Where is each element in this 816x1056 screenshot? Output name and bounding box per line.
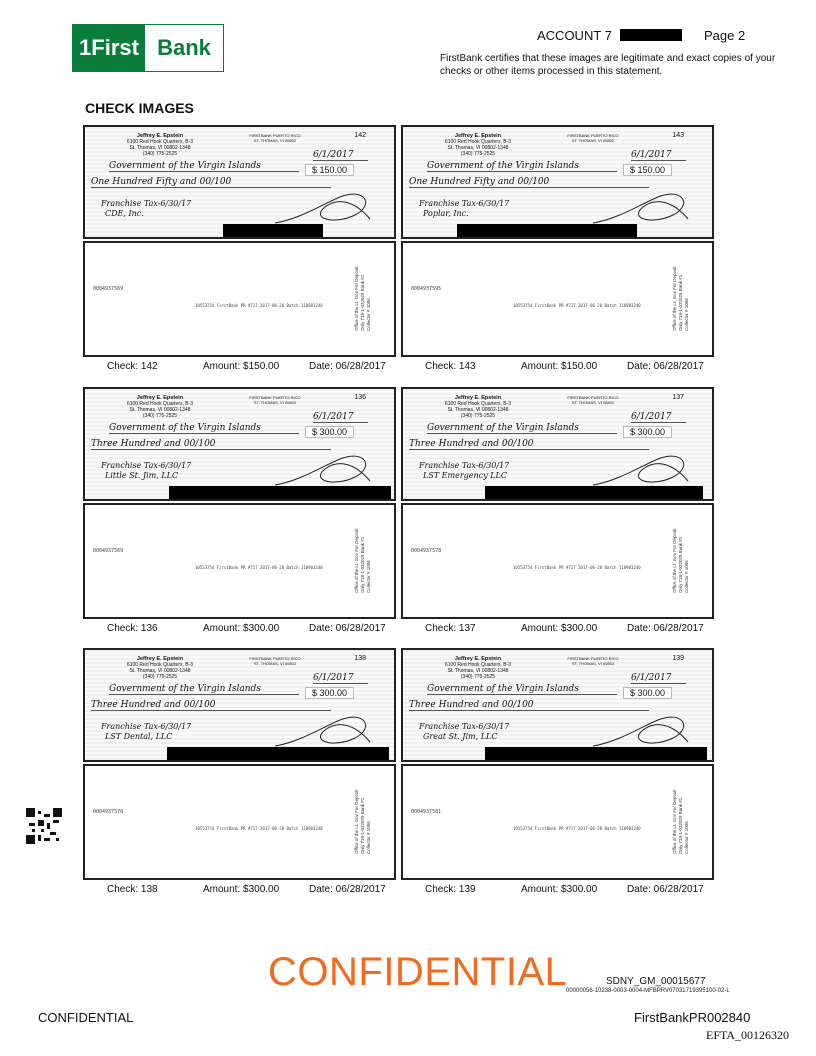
payer-phone: (340) 775-2525 xyxy=(142,413,178,419)
amount-in-words: Three Hundred and 00/100 xyxy=(409,439,649,450)
check-front-image xyxy=(83,648,396,762)
memo-line: Great St. Jim, LLC xyxy=(423,732,498,741)
signature-icon xyxy=(588,451,698,491)
check-image-block xyxy=(401,125,714,376)
check-front-image xyxy=(401,125,714,239)
payer-address: 6100 Red Hook Quarters, B-3 xyxy=(444,401,512,407)
payee: Government of the Virgin Islands xyxy=(427,684,617,695)
caption-amount: Amount: $300.00 xyxy=(203,623,280,634)
check-caption xyxy=(83,361,396,375)
bank-city: ST. THOMAS, VI 00802 xyxy=(253,400,297,405)
item-sequence-number: 0004937578 xyxy=(411,548,442,554)
redaction-bar xyxy=(485,747,707,761)
signature-icon xyxy=(588,189,698,229)
caption-date: Date: 06/28/2017 xyxy=(627,623,704,634)
confidential-stamp: CONFIDENTIAL xyxy=(268,950,568,994)
check-front-image xyxy=(83,387,396,501)
payer-city: St. Thomas, VI 00802-1348 xyxy=(129,145,191,151)
drawee-bank xyxy=(563,656,623,666)
payer-name: Jeffrey E. Epstein xyxy=(136,133,184,139)
check-number: 142 xyxy=(354,132,366,139)
check-image-block xyxy=(83,648,396,899)
payer-info xyxy=(125,395,195,419)
bank-city: ST. THOMAS, VI 00802 xyxy=(571,661,615,666)
caption-check-number: Check: 138 xyxy=(107,884,158,895)
payee: Government of the Virgin Islands xyxy=(109,684,299,695)
payer-city: St. Thomas, VI 00802-1348 xyxy=(447,145,509,151)
memo-line: Poplar, Inc. xyxy=(423,209,469,218)
payer-phone: (340) 775-2525 xyxy=(460,674,496,680)
caption-amount: Amount: $150.00 xyxy=(203,361,280,372)
check-back-image xyxy=(83,503,396,619)
payer-city: St. Thomas, VI 00802-1348 xyxy=(447,407,509,413)
amount-box: $ 300.00 xyxy=(623,426,672,438)
check-caption xyxy=(83,623,396,637)
amount-box: $ 150.00 xyxy=(623,164,672,176)
item-sequence-number: 0004937569 xyxy=(93,286,124,292)
sdny-doc-id: 00000056-10238-0003-0004-MFBPRV07031719395100-02-L xyxy=(566,988,730,994)
bank-name: FIRSTBANK PUERTO RICO xyxy=(567,656,619,661)
caption-date: Date: 06/28/2017 xyxy=(309,884,386,895)
bank-name: FIRSTBANK PUERTO RICO xyxy=(249,133,301,138)
redaction-bar xyxy=(169,486,391,500)
account-label: ACCOUNT 7 xyxy=(537,28,612,43)
caption-check-number: Check: 142 xyxy=(107,361,158,372)
amount-box: $ 300.00 xyxy=(305,687,354,699)
amount-in-words: Three Hundred and 00/100 xyxy=(91,700,331,711)
item-sequence-number: 0004937569 xyxy=(93,548,124,554)
payer-address: 6100 Red Hook Quarters, B-3 xyxy=(444,662,512,668)
franchise-note: Franchise Tax-6/30/17 xyxy=(101,199,192,208)
memo-line: LST Dental, LLC xyxy=(105,732,173,741)
franchise-note: Franchise Tax-6/30/17 xyxy=(419,722,510,731)
check-image-block xyxy=(401,648,714,899)
drawee-bank xyxy=(245,395,305,405)
franchise-note: Franchise Tax-6/30/17 xyxy=(419,199,510,208)
caption-check-number: Check: 143 xyxy=(425,361,476,372)
check-date: 6/1/2017 xyxy=(313,673,368,684)
check-caption xyxy=(401,623,714,637)
deposit-stamp: Office of the Lt. Gov For Deposit Only 718-1-032029 Bank #1 Collector # 1006 xyxy=(354,266,371,331)
payer-info xyxy=(125,133,195,157)
payer-city: St. Thomas, VI 00802-1348 xyxy=(129,668,191,674)
bates-number: FirstBankPR002840 xyxy=(634,1010,751,1025)
check-date: 6/1/2017 xyxy=(313,412,368,423)
firstbank-logo xyxy=(72,24,224,72)
check-caption xyxy=(401,884,714,898)
amount-in-words: Three Hundred and 00/100 xyxy=(91,439,331,450)
item-sequence-number: 0004937595 xyxy=(411,286,442,292)
payer-name: Jeffrey E. Epstein xyxy=(136,656,184,662)
memo-line: CDE, Inc. xyxy=(105,209,144,218)
page-number: Page 2 xyxy=(704,28,746,43)
bank-endorsement: 10553754 FirstBank PR #717 2017-06-28 Batch 110903240 xyxy=(195,826,323,831)
check-caption xyxy=(83,884,396,898)
certification-text: FirstBank certifies that these images are legitimate and exact copies of your checks or other items processed in this statement. xyxy=(440,53,776,77)
payer-address: 6100 Red Hook Quarters, B-3 xyxy=(126,662,194,668)
caption-amount: Amount: $300.00 xyxy=(521,623,598,634)
bank-city: ST. THOMAS, VI 00802 xyxy=(571,400,615,405)
amount-box: $ 300.00 xyxy=(305,426,354,438)
payer-info xyxy=(443,656,513,680)
payer-phone: (340) 775-2525 xyxy=(460,413,496,419)
payer-name: Jeffrey E. Epstein xyxy=(136,395,184,401)
check-image-block xyxy=(401,387,714,638)
section-title: CHECK IMAGES xyxy=(85,100,194,116)
payer-name: Jeffrey E. Epstein xyxy=(454,133,502,139)
check-date: 6/1/2017 xyxy=(631,673,686,684)
payer-address: 6100 Red Hook Quarters, B-3 xyxy=(444,139,512,145)
deposit-stamp: Office of the Lt. Gov For Deposit Only 718-1-032029 Bank #1 Collector # 1006 xyxy=(672,266,689,331)
qr-code-icon xyxy=(26,808,62,844)
payee: Government of the Virgin Islands xyxy=(109,423,299,434)
caption-amount: Amount: $300.00 xyxy=(521,884,598,895)
bank-endorsement: 10553754 FirstBank PR #717 2017-06-28 Batch 110903240 xyxy=(513,826,641,831)
confidential-footer: CONFIDENTIAL xyxy=(38,1010,134,1025)
check-number: 136 xyxy=(354,394,366,401)
redaction-bar xyxy=(485,486,703,500)
franchise-note: Franchise Tax-6/30/17 xyxy=(419,461,510,470)
caption-amount: Amount: $150.00 xyxy=(521,361,598,372)
signature-icon xyxy=(270,189,380,229)
check-number: 143 xyxy=(672,132,684,139)
payer-city: St. Thomas, VI 00802-1348 xyxy=(129,407,191,413)
payer-phone: (340) 775-2525 xyxy=(142,674,178,680)
caption-check-number: Check: 136 xyxy=(107,623,158,634)
deposit-stamp: Office of the Lt. Gov For Deposit Only 718-1-032029 Bank #1 Collector # 1006 xyxy=(354,789,371,854)
logo-wordmark: Bank xyxy=(145,25,223,71)
amount-in-words: Three Hundred and 00/100 xyxy=(409,700,649,711)
check-number: 139 xyxy=(672,655,684,662)
amount-in-words: One Hundred Fifty and 00/100 xyxy=(409,177,649,188)
check-back-image xyxy=(83,764,396,880)
check-date: 6/1/2017 xyxy=(313,150,368,161)
caption-check-number: Check: 139 xyxy=(425,884,476,895)
bank-name: FIRSTBANK PUERTO RICO xyxy=(249,395,301,400)
item-sequence-number: 0004937581 xyxy=(411,809,442,815)
bank-endorsement: 10553754 FirstBank PR #717 2017-06-28 Batch 110903240 xyxy=(195,565,323,570)
memo-line: Little St. Jim, LLC xyxy=(105,471,179,480)
amount-box: $ 300.00 xyxy=(623,687,672,699)
check-date: 6/1/2017 xyxy=(631,150,686,161)
caption-date: Date: 06/28/2017 xyxy=(627,884,704,895)
amount-in-words: One Hundred Fifty and 00/100 xyxy=(91,177,331,188)
item-sequence-number: 0004937570 xyxy=(93,809,124,815)
deposit-stamp: Office of the Lt. Gov For Deposit Only 718-1-032029 Bank #1 Collector # 1006 xyxy=(354,528,371,593)
payer-address: 6100 Red Hook Quarters, B-3 xyxy=(126,401,194,407)
payer-info xyxy=(443,133,513,157)
bank-name: FIRSTBANK PUERTO RICO xyxy=(249,656,301,661)
payer-info xyxy=(125,656,195,680)
drawee-bank xyxy=(563,133,623,143)
amount-box: $ 150.00 xyxy=(305,164,354,176)
check-front-image xyxy=(401,387,714,501)
check-number: 138 xyxy=(354,655,366,662)
sdny-bates: SDNY_GM_00015677 xyxy=(606,976,706,987)
drawee-bank xyxy=(563,395,623,405)
signature-icon xyxy=(270,712,380,752)
check-date: 6/1/2017 xyxy=(631,412,686,423)
caption-check-number: Check: 137 xyxy=(425,623,476,634)
payer-name: Jeffrey E. Epstein xyxy=(454,395,502,401)
payer-name: Jeffrey E. Epstein xyxy=(454,656,502,662)
check-front-image xyxy=(83,125,396,239)
memo-line: LST Emergency LLC xyxy=(423,471,507,480)
payer-info xyxy=(443,395,513,419)
payer-phone: (340) 775-2525 xyxy=(460,151,496,157)
bank-city: ST. THOMAS, VI 00802 xyxy=(253,138,297,143)
franchise-note: Franchise Tax-6/30/17 xyxy=(101,722,192,731)
payer-phone: (340) 775-2525 xyxy=(142,151,178,157)
payer-address: 6100 Red Hook Quarters, B-3 xyxy=(126,139,194,145)
bank-endorsement: 10553754 FirstBank PR #717 2017-06-28 Batch 110903240 xyxy=(513,565,641,570)
caption-date: Date: 06/28/2017 xyxy=(309,361,386,372)
franchise-note: Franchise Tax-6/30/17 xyxy=(101,461,192,470)
drawee-bank xyxy=(245,133,305,143)
bank-city: ST. THOMAS, VI 00802 xyxy=(571,138,615,143)
signature-icon xyxy=(588,712,698,752)
redaction-bar xyxy=(620,29,682,41)
redaction-bar xyxy=(457,224,637,238)
check-front-image xyxy=(401,648,714,762)
payee: Government of the Virgin Islands xyxy=(109,161,299,172)
payee: Government of the Virgin Islands xyxy=(427,423,617,434)
logo-mark: 1First xyxy=(73,25,145,71)
check-caption xyxy=(401,361,714,375)
payer-city: St. Thomas, VI 00802-1348 xyxy=(447,668,509,674)
check-image-block xyxy=(83,125,396,376)
efta-number: EFTA_00126320 xyxy=(706,1028,790,1042)
check-back-image xyxy=(401,241,714,357)
signature-icon xyxy=(270,451,380,491)
bank-endorsement: 10553754 FirstBank PR #717 2017-06-28 Batch 110903240 xyxy=(513,303,641,308)
caption-date: Date: 06/28/2017 xyxy=(309,623,386,634)
deposit-stamp: Office of the Lt. Gov For Deposit Only 718-1-032029 Bank #1 Collector # 1006 xyxy=(672,528,689,593)
check-back-image xyxy=(401,503,714,619)
bank-name: FIRSTBANK PUERTO RICO xyxy=(567,395,619,400)
redaction-bar xyxy=(167,747,389,761)
caption-date: Date: 06/28/2017 xyxy=(627,361,704,372)
redaction-bar xyxy=(223,224,323,238)
bank-city: ST. THOMAS, VI 00802 xyxy=(253,661,297,666)
caption-amount: Amount: $300.00 xyxy=(203,884,280,895)
check-back-image xyxy=(83,241,396,357)
drawee-bank xyxy=(245,656,305,666)
bank-name: FIRSTBANK PUERTO RICO xyxy=(567,133,619,138)
check-number: 137 xyxy=(672,394,684,401)
check-image-block xyxy=(83,387,396,638)
payee: Government of the Virgin Islands xyxy=(427,161,617,172)
bank-endorsement: 10553754 FirstBank PR #717 2017-06-28 Batch 110903240 xyxy=(195,303,323,308)
deposit-stamp: Office of the Lt. Gov For Deposit Only 718-1-032029 Bank #1 Collector # 1006 xyxy=(672,789,689,854)
check-back-image xyxy=(401,764,714,880)
